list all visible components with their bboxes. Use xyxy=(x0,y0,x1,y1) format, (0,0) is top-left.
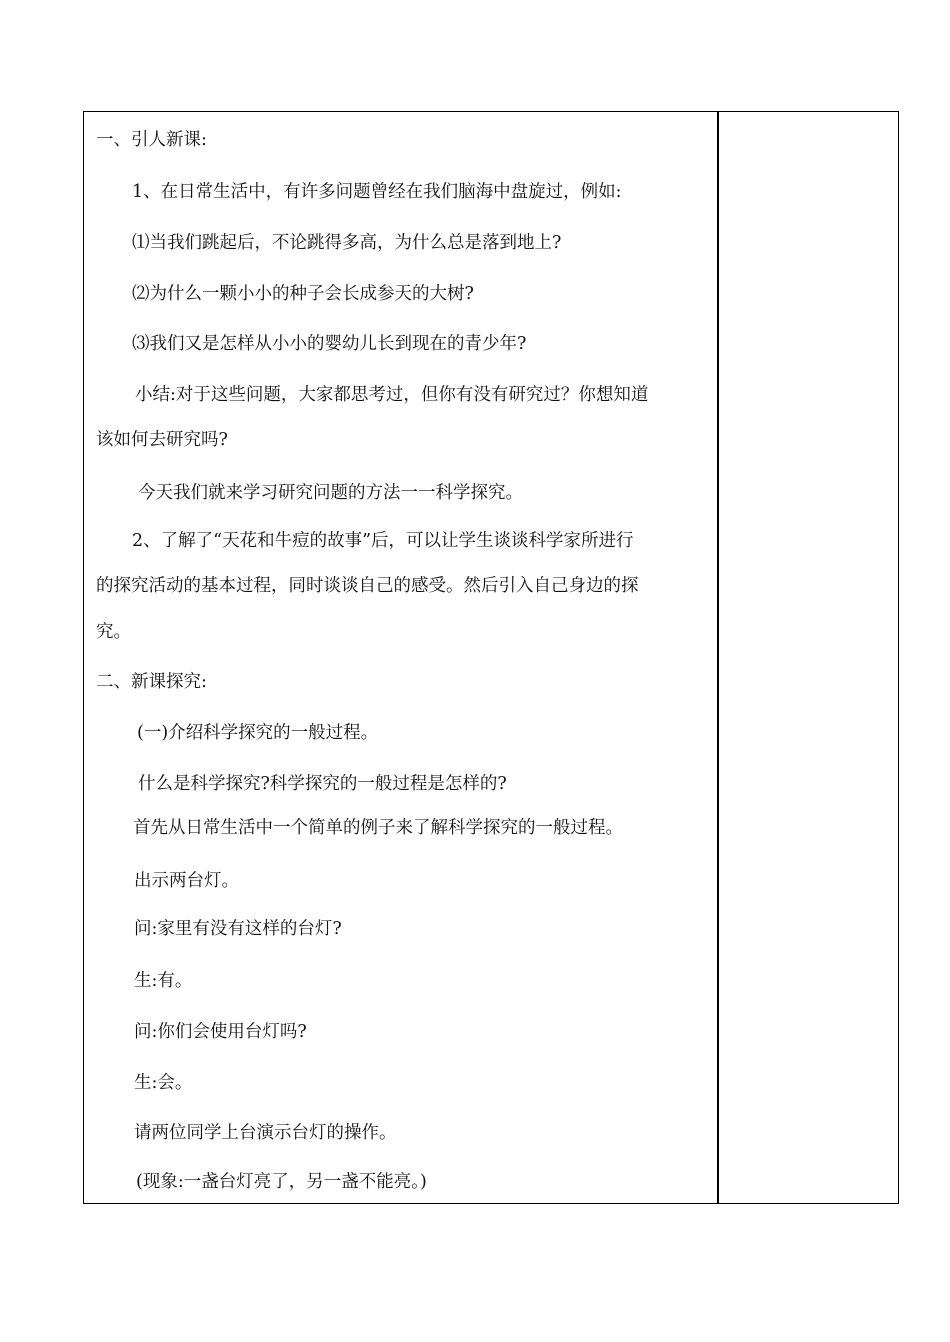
paragraph-line: 生:会。 xyxy=(134,1073,193,1093)
paragraph-line: 该如何去研究吗? xyxy=(96,430,228,450)
paragraph-line: ⑶我们又是怎样从小小的婴幼儿长到现在的青少年? xyxy=(132,334,527,354)
column-divider xyxy=(717,112,719,1203)
paragraph-line: 的探究活动的基本过程，同时谈谈自己的感受。然后引入自己身边的探 xyxy=(96,576,639,596)
paragraph-line: 问:你们会使用台灯吗? xyxy=(134,1022,307,1042)
paragraph-line: 什么是科学探究?科学探究的一般过程是怎样的? xyxy=(138,774,507,794)
paragraph-line: 出示两台灯。 xyxy=(134,871,239,891)
paragraph-line: (一)介绍科学探究的一般过程。 xyxy=(137,723,379,743)
paragraph-line: 请两位同学上台演示台灯的操作。 xyxy=(134,1123,397,1143)
paragraph-line: (现象:一盏台灯亮了，另一盏不能亮。) xyxy=(136,1172,427,1192)
paragraph-line: 问:家里有没有这样的台灯? xyxy=(134,919,342,939)
paragraph-line: 首先从日常生活中一个简单的例子来了解科学探究的一般过程。 xyxy=(133,818,623,838)
paragraph-line: 今天我们就来学习研究问题的方法一一科学探究。 xyxy=(138,483,523,503)
paragraph-line: 生:有。 xyxy=(134,971,193,991)
section-heading: 二、新课探究: xyxy=(96,672,207,692)
paragraph-line: ⑴当我们跳起后，不论跳得多高，为什么总是落到地上? xyxy=(132,233,562,253)
paragraph-line: 2、了解了“天花和牛痘的故事”后，可以让学生谈谈科学家所进行 xyxy=(132,531,634,551)
paragraph-line: 1、在日常生活中，有许多问题曾经在我们脑海中盘旋过，例如: xyxy=(132,182,622,202)
paragraph-line: 小结:对于这些问题，大家都思考过，但你有没有研究过？你想知道 xyxy=(135,385,649,405)
section-heading: 一、引人新课: xyxy=(96,130,207,150)
paragraph-line: ⑵为什么一颗小小的种子会长成参天的大树? xyxy=(132,284,474,304)
paragraph-line: 究。 xyxy=(96,622,131,642)
